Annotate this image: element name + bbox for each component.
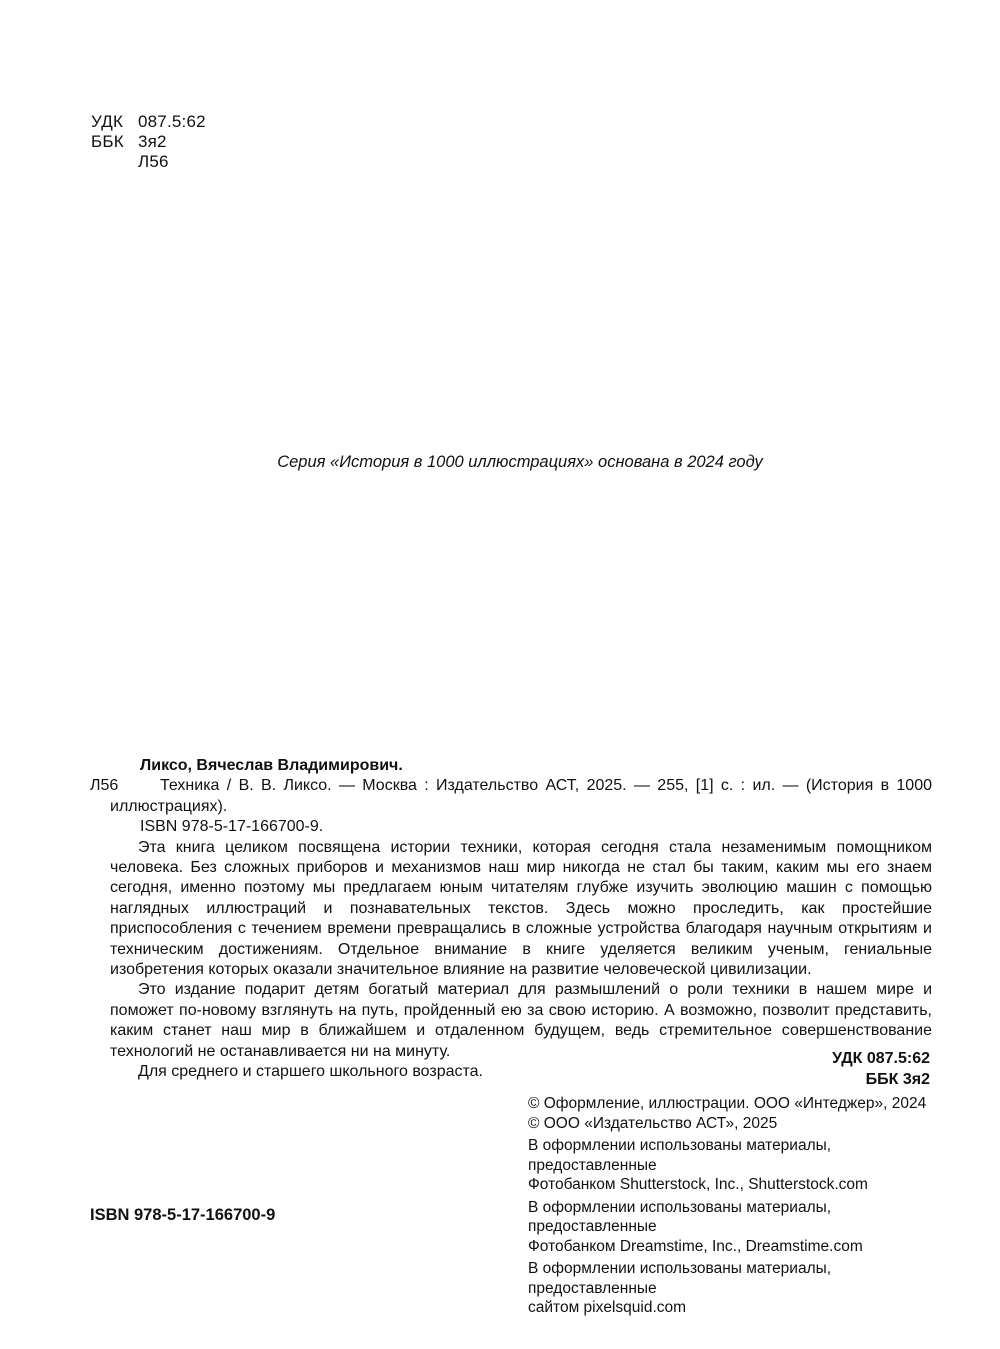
author-sign-margin: Л56 (90, 777, 119, 795)
annotation-paragraph-2: Это издание подарит детям богатый материал для размышлений о роли техники в нашем мире и поможет по-новому взглянуть на путь, пройденный ею за свою историю. А возможно, позволит представить, каким станет наш мир в ближайшем и отдаленном будущем, ведь стремительное совершенствование технологий не останавливается ни на минуту. (110, 981, 932, 1060)
isbn-bottom: ISBN 978-5-17-166700-9 (90, 1206, 276, 1224)
credit-shutterstock-line-2: Фотобанком Shutterstock, Inc., Shutterstock.com (528, 1176, 868, 1193)
right-classification-codes (832, 1049, 930, 1090)
catalog-card (90, 756, 932, 1083)
copyright-publisher-line: © ООО «Издательство АСТ», 2025 (528, 1114, 778, 1132)
bibliographic-description: Техника / В. В. Ликсо. — Москва : Издательство АСТ, 2025. — 255, [1] с. : ил. — (История в 1000 иллюстрациях). (110, 777, 932, 815)
isbn-card-line: ISBN 978-5-17-166700-9. (140, 818, 324, 836)
bbk-right: ББК 3я2 (865, 1070, 930, 1088)
top-classification-codes (91, 112, 206, 172)
annotation-paragraph-1: Эта книга целиком посвящена истории техники, которая сегодня стала незаменимым помощником человека. Без сложных приборов и механизмов наш мир никогда не стал бы таким, каким мы его знаем сегодня, именно поэтому мы предлагаем юным читателям глубже изучить эволюцию машин с помощью наглядных иллюстраций и познавательных текстов. Здесь можно проследить, как простейшие приспособления с течением времени превращались в сложные устройства благодаря научным открытиям и техническим достижениям. Отдельное внимание в книге уделяется великим ученым, гениальные изобретения которых оказали значительное влияние на развитие человеческой цивилизации. (110, 838, 932, 979)
copyright-design-line: © Оформление, иллюстрации. ООО «Интеджер», 2024 (528, 1095, 927, 1112)
credit-shutterstock (528, 1136, 938, 1195)
copyright-block (528, 1094, 938, 1318)
bbk-value: 3я2 (138, 132, 167, 151)
credit-pixelsquid-line-1: В оформлении использованы материалы, предоставленные (528, 1260, 832, 1297)
credit-shutterstock-line-1: В оформлении использованы материалы, предоставленные (528, 1137, 832, 1174)
bbk-label: ББК (91, 132, 124, 151)
credit-dreamstime-line-2: Фотобанком Dreamstime, Inc., Dreamstime.com (528, 1237, 863, 1255)
audience-note: Для среднего и старшего школьного возраста. (138, 1063, 483, 1081)
credit-pixelsquid (528, 1259, 938, 1318)
author-sign-spacer (91, 152, 138, 172)
credit-dreamstime-line-1: В оформлении использованы материалы, предоставленные (528, 1198, 832, 1235)
series-note: Серия «История в 1000 иллюстрациях» основана в 2024 году (277, 453, 763, 471)
udk-value: 087.5:62 (138, 112, 206, 131)
udk-right: УДК 087.5:62 (832, 1050, 930, 1067)
author-heading: Ликсо, Вячеслав Владимирович. (140, 757, 403, 774)
udk-label: УДК (91, 112, 124, 131)
author-sign: Л56 (138, 152, 169, 171)
credit-dreamstime (528, 1198, 938, 1257)
credit-pixelsquid-line-2: сайтом pixelsquid.com (528, 1299, 687, 1316)
